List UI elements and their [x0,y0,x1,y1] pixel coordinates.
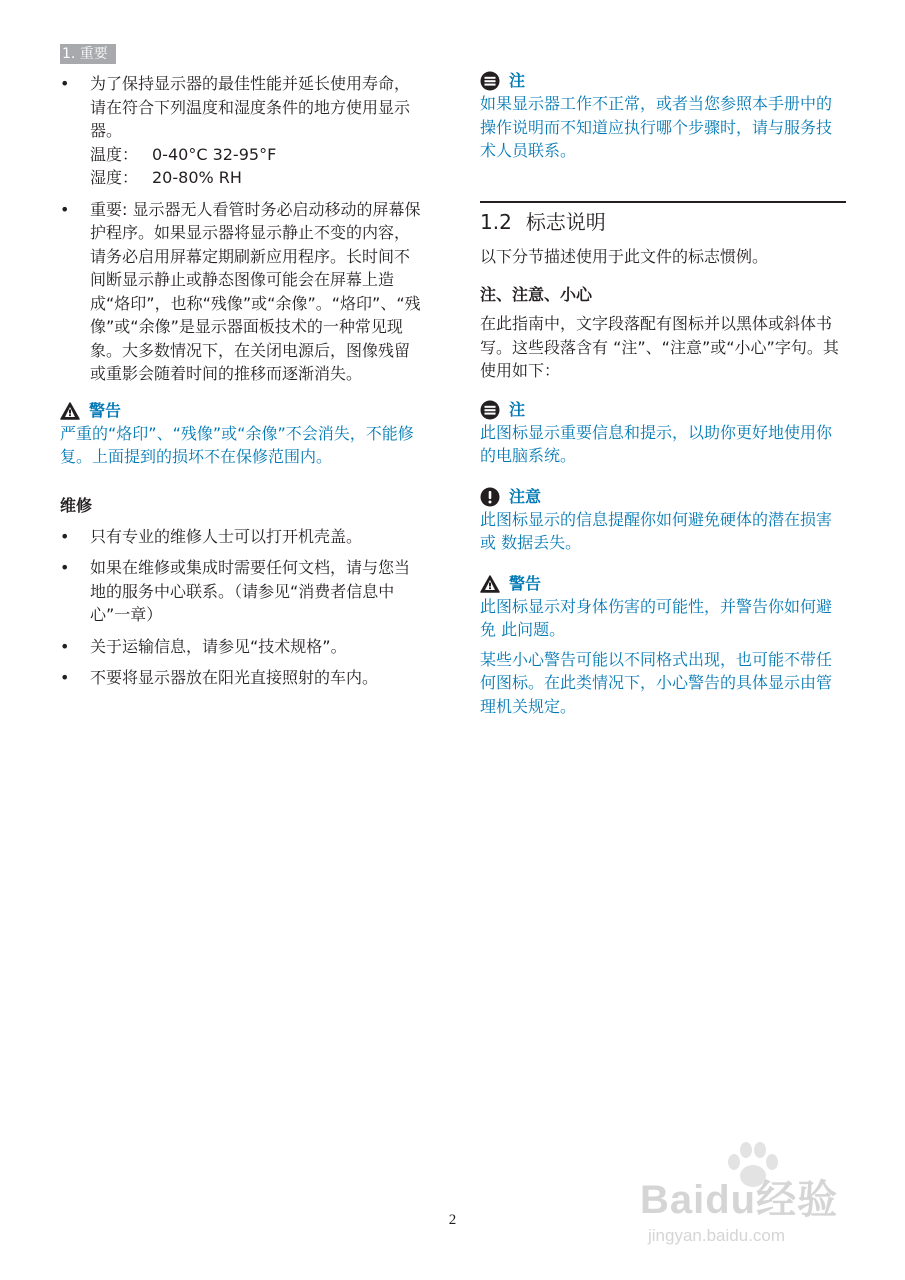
caution-heading [480,486,846,508]
left-column [60,40,422,698]
note-block [480,399,846,468]
caution-block [480,486,846,555]
list-item: • 关于运输信息，请参见“技术规格”。 [60,635,422,659]
important-list [60,72,422,386]
warning-heading [60,400,422,422]
note-icon [480,71,500,91]
warning-heading-right [480,573,846,595]
warning-icon [480,575,500,593]
caution-icon [480,487,500,507]
section-tag: 1. 重要 [60,44,116,64]
section-description: 在此指南中，文字段落配有图标并以黑体或斜体书写。这些段落含有 “注”、“注意”或“小心”字句。其使用如下： [480,314,839,380]
list-item: • 只有专业的维修人士可以打开机壳盖。 [60,525,422,549]
warning-text: 严重的“烙印”、“残像”或“余像”不会消失，不能修复。上面提到的损坏不在保修范围内。 [60,423,414,466]
watermark-url: jingyan.baidu.com [648,1226,786,1245]
note-heading [480,399,846,421]
humidity-row [90,166,422,190]
note-top-heading [480,70,846,92]
right-column [480,40,846,718]
temperature-label: 温度： [90,144,139,164]
warning-block [60,400,422,469]
note-text: 此图标显示重要信息和提示，以助你更好地使用你 的电脑系统。 [480,422,833,465]
warning-title-right: 警告 [509,573,542,593]
note-title: 注 [509,399,526,419]
caution-text: 此图标显示的信息提醒你如何避免硬体的潜在损害或 数据丢失。 [480,509,833,552]
humidity-value: 20-80% RH [152,168,242,187]
warning-extra-text: 某些小心警告可能以不同格式出现，也可能不带任何图标。在此类情况下，小心警告的具体显示由管理机关规定。 [480,649,833,716]
section-divider [480,201,846,203]
list-item: • 不要将显示器放在阳光直接照射的车内。 [60,666,422,690]
warning-block-right [480,573,846,719]
screensaver-text: • 重要: 显示器无人看管时务必启动移动的屏幕保护程序。如果显示器将显示静止不变的内容，请务必启用屏幕定期刷新应用程序。长时间不间断显示静止或静态图像可能会在屏幕上造成“烙印”，也称“残像”或“余像”。“烙印”、“残像”或“余像”是显示器面板技术的一种常见现象。大多数情况下，在关闭电源后，图像残留或重影会随着时间的推移而逐渐消失。 [90,199,421,383]
section-intro: 以下分节描述使用于此文件的标志惯例。 [480,246,769,266]
note-top-title: 注 [509,71,526,90]
caution-title: 注意 [509,486,542,506]
warning-title: 警告 [89,400,122,420]
watermark-logo: Baidu经验 [640,1178,839,1222]
section-number: 1.2 [480,209,512,234]
maintenance-heading: 维修 [60,495,93,515]
note-icon [480,400,500,420]
warning-icon [60,402,80,420]
list-item [60,72,422,190]
warning-text-right: 此图标显示对身体伤害的可能性，并警告你如何避免 此问题。 [480,596,833,639]
section-title-text: 标志说明 [525,209,606,234]
list-item [60,198,422,386]
note-top-block [480,70,846,163]
list-item: • 如果在维修或集成时需要任何文档，请与您当地的服务中心联系。（请参见“消费者信息中心”一章） [60,556,422,627]
temperature-row [90,143,422,167]
temperature-value: 0-40°C 32-95°F [152,144,277,164]
humidity-label: 湿度： [90,168,139,187]
maintenance-list [60,525,422,690]
usage-conditions-text: • 为了保持显示器的最佳性能并延长使用寿命，请在符合下列温度和湿度条件的地方使用显示器。 [90,74,411,140]
page-number: 2 [448,1212,457,1228]
baidu-watermark [640,1140,870,1270]
section-title [480,207,846,237]
note-top-text: 如果显示器工作不正常，或者当您参照本手册中的操作说明而不知道应执行哪个步骤时，请与服务技术人员联系。 [480,94,833,160]
section-subheading: 注、注意、小心 [480,285,593,304]
